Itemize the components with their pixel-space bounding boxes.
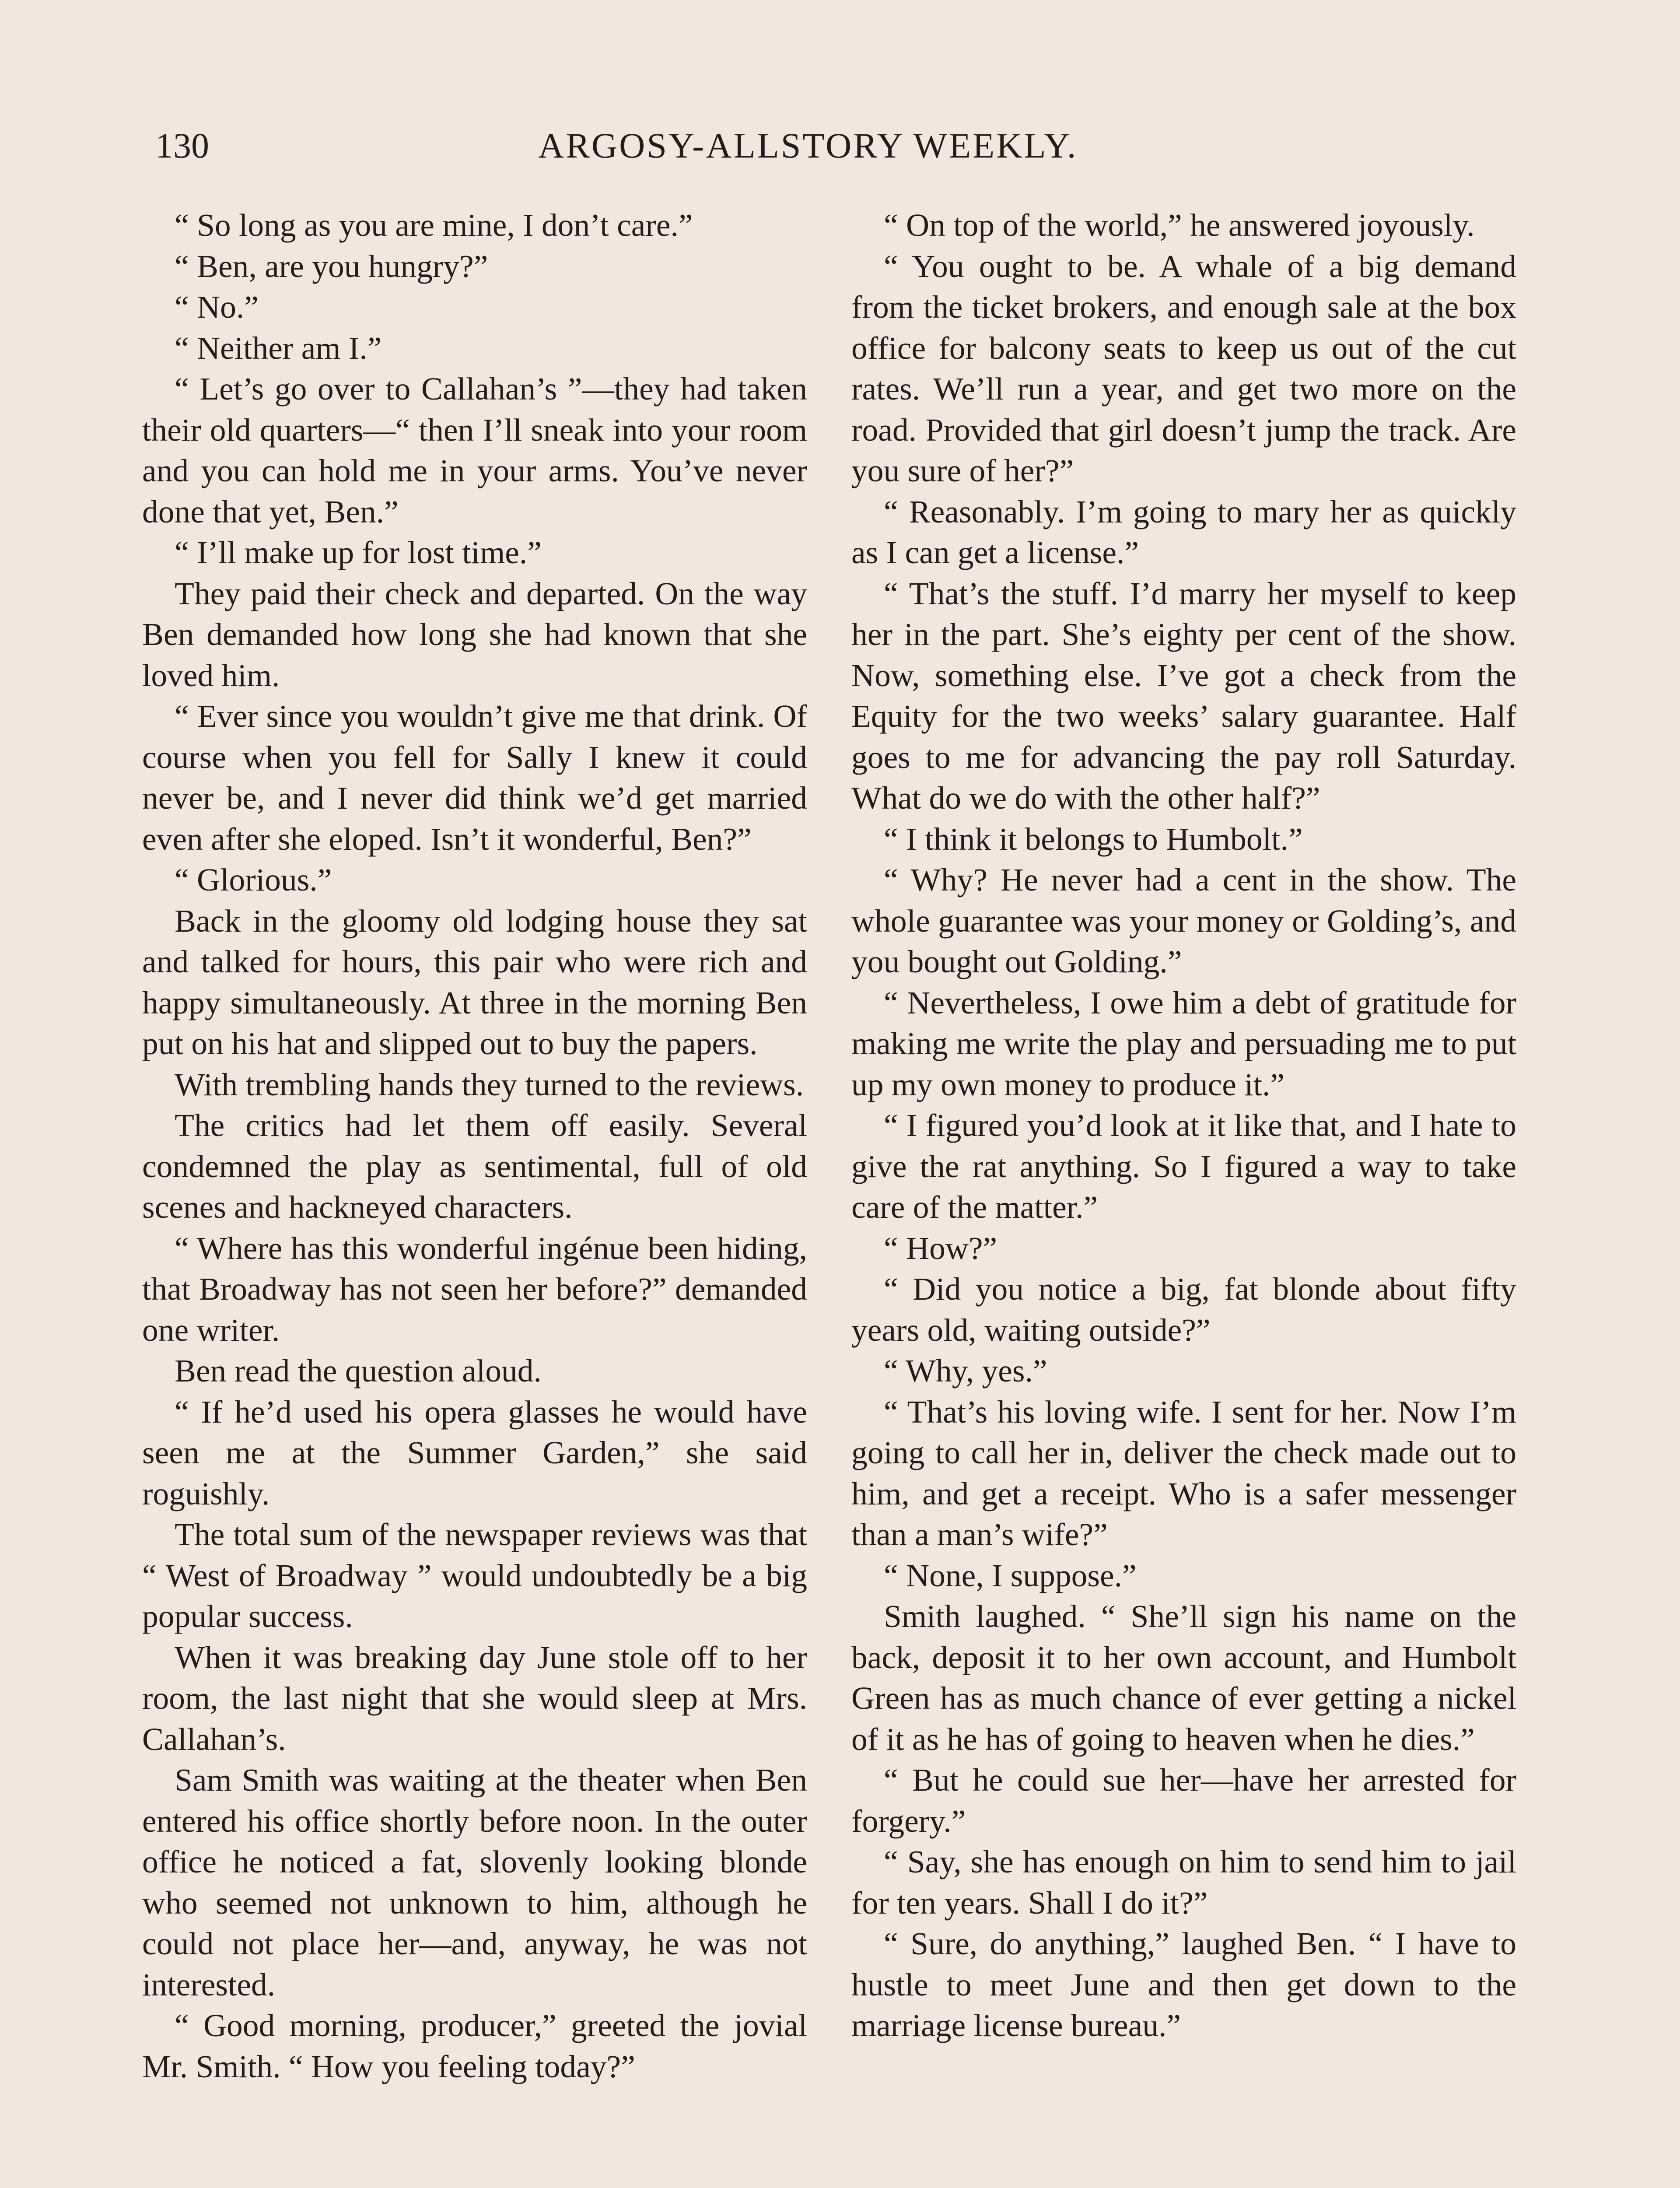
paragraph: “ That’s the stuff. I’d marry her myself to keep her in the part. She’s eighty per cent of the show. Now, something else. I’ve got a check from the Equity for the two weeks’ salary guarantee. Half goes to me for advancing the pay roll Saturday. What do we do with the other half?” xyxy=(851,575,1516,816)
paragraph: “ Did you notice a big, fat blonde about fifty years old, waiting outside?” xyxy=(851,1271,1516,1348)
paragraph: “ Glorious.” xyxy=(175,862,332,898)
paragraph: When it was breaking day June stole off to her room, the last night that she would sleep at Mrs. Callahan’s. xyxy=(142,1639,807,1757)
paragraph: They paid their check and departed. On the way Ben demanded how long she had known that she loved him. xyxy=(142,575,807,693)
paragraph: “ None, I suppose.” xyxy=(884,1557,1137,1593)
paragraph: “ On top of the world,” he answered joyously. xyxy=(884,207,1475,243)
paragraph: “ Neither am I.” xyxy=(175,330,382,366)
paragraph: Sam Smith was waiting at the theater when Ben entered his office shortly before noon. In the outer office he noticed a fat, slovenly looking blonde who seemed not unknown to him, although he could not place her—and, anyway, he was not interested. xyxy=(142,1762,807,2002)
paragraph: “ But he could sue her—have her arrested for forgery.” xyxy=(851,1762,1516,1839)
paragraph: The critics had let them off easily. Several condemned the play as sentimental, full of old scenes and hackneyed characters. xyxy=(142,1108,807,1225)
paragraph: “ Reasonably. I’m going to mary her as quickly as I can get a license.” xyxy=(851,494,1516,570)
paragraph: “ You ought to be. A whale of a big demand from the ticket brokers, and enough sale at the box office for balcony seats to keep us out of the cut rates. We’ll run a year, and get two more on the road. Provided that girl doesn’t jump the track. Are you sure of her?” xyxy=(851,248,1516,488)
paragraph: “ I think it belongs to Humbolt.” xyxy=(884,821,1303,857)
paragraph: “ Sure, do anything,” laughed Ben. “ I have to hustle to meet June and then get down to the marriage license bureau.” xyxy=(851,1926,1516,2043)
page-number: 130 xyxy=(155,126,209,165)
paragraph: “ I’ll make up for lost time.” xyxy=(175,535,542,570)
running-head: ARGOSY-ALLSTORY WEEKLY. xyxy=(538,126,1078,165)
paragraph: “ Why, yes.” xyxy=(884,1353,1047,1389)
paragraph: Back in the gloomy old lodging house they sat and talked for hours, this pair who were rich and happy simultaneously. At three in the morning Ben put on his hat and slipped out to buy the papers. xyxy=(142,903,807,1061)
left-text-column xyxy=(142,205,807,2087)
paragraph: “ Where has this wonderful ingénue been hiding, that Broadway has not seen her before?” demanded one writer. xyxy=(142,1230,807,1348)
paragraph: “ If he’d used his opera glasses he would have seen me at the Summer Garden,” she said roguishly. xyxy=(142,1394,807,1511)
paragraph: “ I figured you’d look at it like that, and I hate to give the rat anything. So I figured a way to take care of the matter.” xyxy=(851,1108,1516,1225)
paragraph: “ Good morning, producer,” greeted the jovial Mr. Smith. “ How you feeling today?” xyxy=(142,2008,807,2084)
right-text-column xyxy=(851,205,1516,2046)
paragraph: “ Ever since you wouldn’t give me that drink. Of course when you fell for Sally I knew it could never be, and I never did think we’d get married even after she eloped. Isn’t it wonderful, Ben?” xyxy=(142,698,807,857)
paragraph: “ Let’s go over to Callahan’s ”—they had taken their old quarters—“ then I’ll sneak into your room and you can hold me in your arms. You’ve never done that yet, Ben.” xyxy=(142,371,807,529)
paragraph: Smith laughed. “ She’ll sign his name on the back, deposit it to her own account, and Humbolt Green has as much chance of ever getting a nickel of it as he has of going to heaven when he dies.” xyxy=(851,1599,1516,1757)
paragraph: Ben read the question aloud. xyxy=(175,1353,542,1389)
paragraph: “ Nevertheless, I owe him a debt of gratitude for making me write the play and persuading me to put up my own money to produce it.” xyxy=(851,985,1516,1102)
paragraph: “ No.” xyxy=(175,289,259,325)
paragraph: With trembling hands they turned to the reviews. xyxy=(175,1066,804,1102)
paragraph: “ Ben, are you hungry?” xyxy=(175,248,488,284)
paragraph: “ Why? He never had a cent in the show. The whole guarantee was your money or Golding’s, and you bought out Golding.” xyxy=(851,862,1516,979)
paragraph: “ That’s his loving wife. I sent for her. Now I’m going to call her in, deliver the check made out to him, and get a receipt. Who is a safer messenger than a man’s wife?” xyxy=(851,1394,1516,1552)
paragraph: The total sum of the newspaper reviews was that “ West of Broadway ” would undoubtedly be a big popular success. xyxy=(142,1517,807,1634)
paragraph: “ So long as you are mine, I don’t care.” xyxy=(175,207,693,243)
paragraph: “ How?” xyxy=(884,1230,998,1266)
paragraph: “ Say, she has enough on him to send him to jail for ten years. Shall I do it?” xyxy=(851,1844,1516,1921)
